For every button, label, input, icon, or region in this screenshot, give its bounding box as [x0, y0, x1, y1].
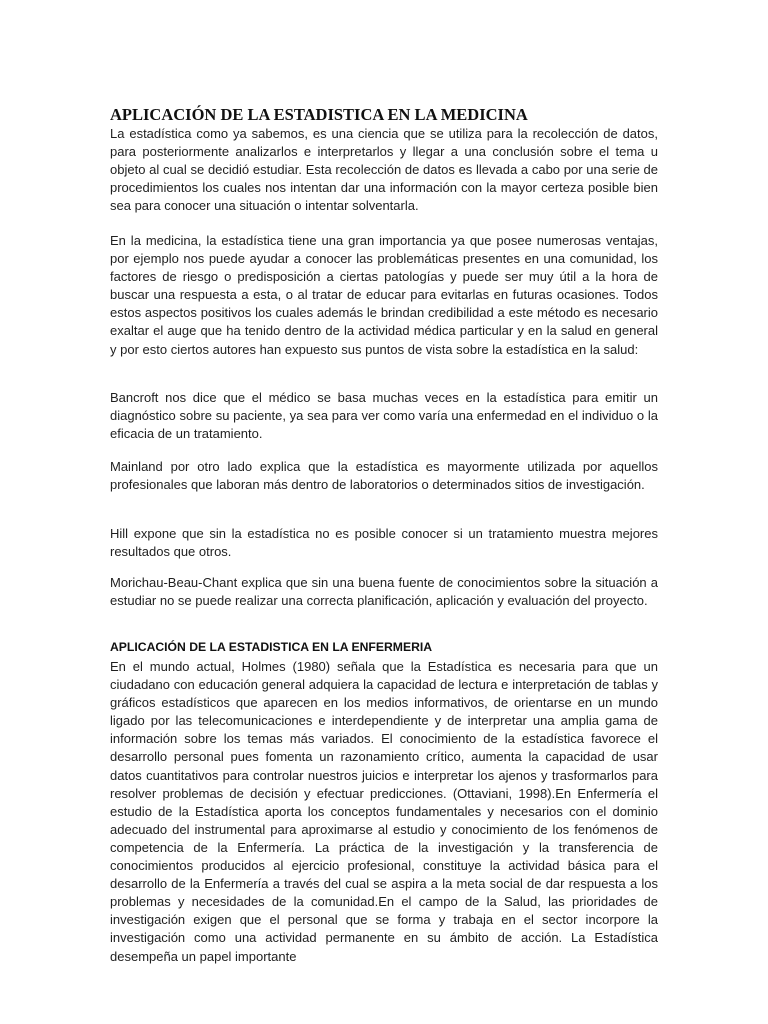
paragraph-morichau: Morichau-Beau-Chant explica que sin una buena fuente de conocimientos sobre la situación a estudiar no se puede realizar una correcta planificación, aplicación y evaluación del proyecto. [110, 575, 658, 609]
paragraph-medicine-importance: En la medicina, la estadística tiene una gran importancia ya que posee numerosas ventajas, por ejemplo nos puede ayudar a conocer las problemáticas presentes en una comunidad, los factores de riesgo o predisposición a ciertas patologías y puede ser muy útil a la hora de buscar una respuesta a esta, o al tratar de educar para evitarlas en futuras ocasiones. Todos estos aspectos positivos los cuales además le brindan credibilidad a este método es necesario exaltar el auge que ha tenido dentro de la actividad médica particular y en la salud en general y por esto ciertos autores han expuesto sus puntos de vista sobre la estadística en la salud: [110, 233, 658, 357]
paragraph-bancroft: Bancroft nos dice que el médico se basa muchas veces en la estadística para emitir un diagnóstico sobre su paciente, ya sea para ver como varía una enfermedad en el individuo o la eficacia de un tratamiento. [110, 390, 658, 442]
paragraph-intro: La estadística como ya sabemos, es una ciencia que se utiliza para la recolección de datos, para posteriormente analizarlos e interpretarlos y llegar a una conclusión sobre el tema u objeto al cual se decidió estudiar. Esta recolección de datos es llevada a cabo por una serie de procedimientos los cuales nos intentan dar una información con la mayor certeza posible bien sea para conocer una situación o intentar solventarla. [110, 126, 658, 214]
paragraph-mainland: Mainland por otro lado explica que la estadística es mayormente utilizada por aquellos profesionales que laboran más dentro de laboratorios o determinados sitios de investigación. [110, 459, 658, 493]
section-subtitle-enfermeria: APLICACIÓN DE LA ESTADISTICA EN LA ENFERMERIA [110, 640, 433, 654]
document-title: APLICACIÓN DE LA ESTADISTICA EN LA MEDICINA [110, 105, 528, 124]
paragraph-hill: Hill expone que sin la estadística no es posible conocer si un tratamiento muestra mejores resultados que otros. [110, 526, 658, 560]
paragraph-enfermeria: En el mundo actual, Holmes (1980) señala que la Estadística es necesaria para que un ciudadano con educación general adquiera la capacidad de lectura e interpretación de tablas y gráficos estadísticos que aparecen en los medios informativos, de orientarse en un mundo ligado por las telecomunicaciones e interdependiente y de interpretar una amplia gama de información sobre los temas más variados. El conocimiento de la estadística favorece el desarrollo personal pues fomenta un razonamiento crítico, aumenta la capacidad de usar datos cuantitativos para controlar nuestros juicios e interpretar los ajenos y trasformarlos para resolver problemas de decisión y efectuar predicciones. (Ottaviani, 1998).En Enfermería el estudio de la Estadística aporta los conceptos fundamentales y necesarios con el dominio adecuado del instrumental para aproximarse al estudio y conocimiento de los fenómenos de competencia de la Enfermería. La práctica de la investigación y la transferencia de conocimientos producidos al ejercicio profesional, constituye la actividad básica para el desarrollo de la Enfermería a través del cual se aspira a la meta social de dar respuesta a los problemas y necesidades de la comunidad.En el campo de la Salud, las prioridades de investigación exigen que el personal que se forma y trabaja en el sector incorpore la investigación como una actividad permanente en su ámbito de acción. La Estadística desempeña un papel importante [110, 659, 658, 964]
